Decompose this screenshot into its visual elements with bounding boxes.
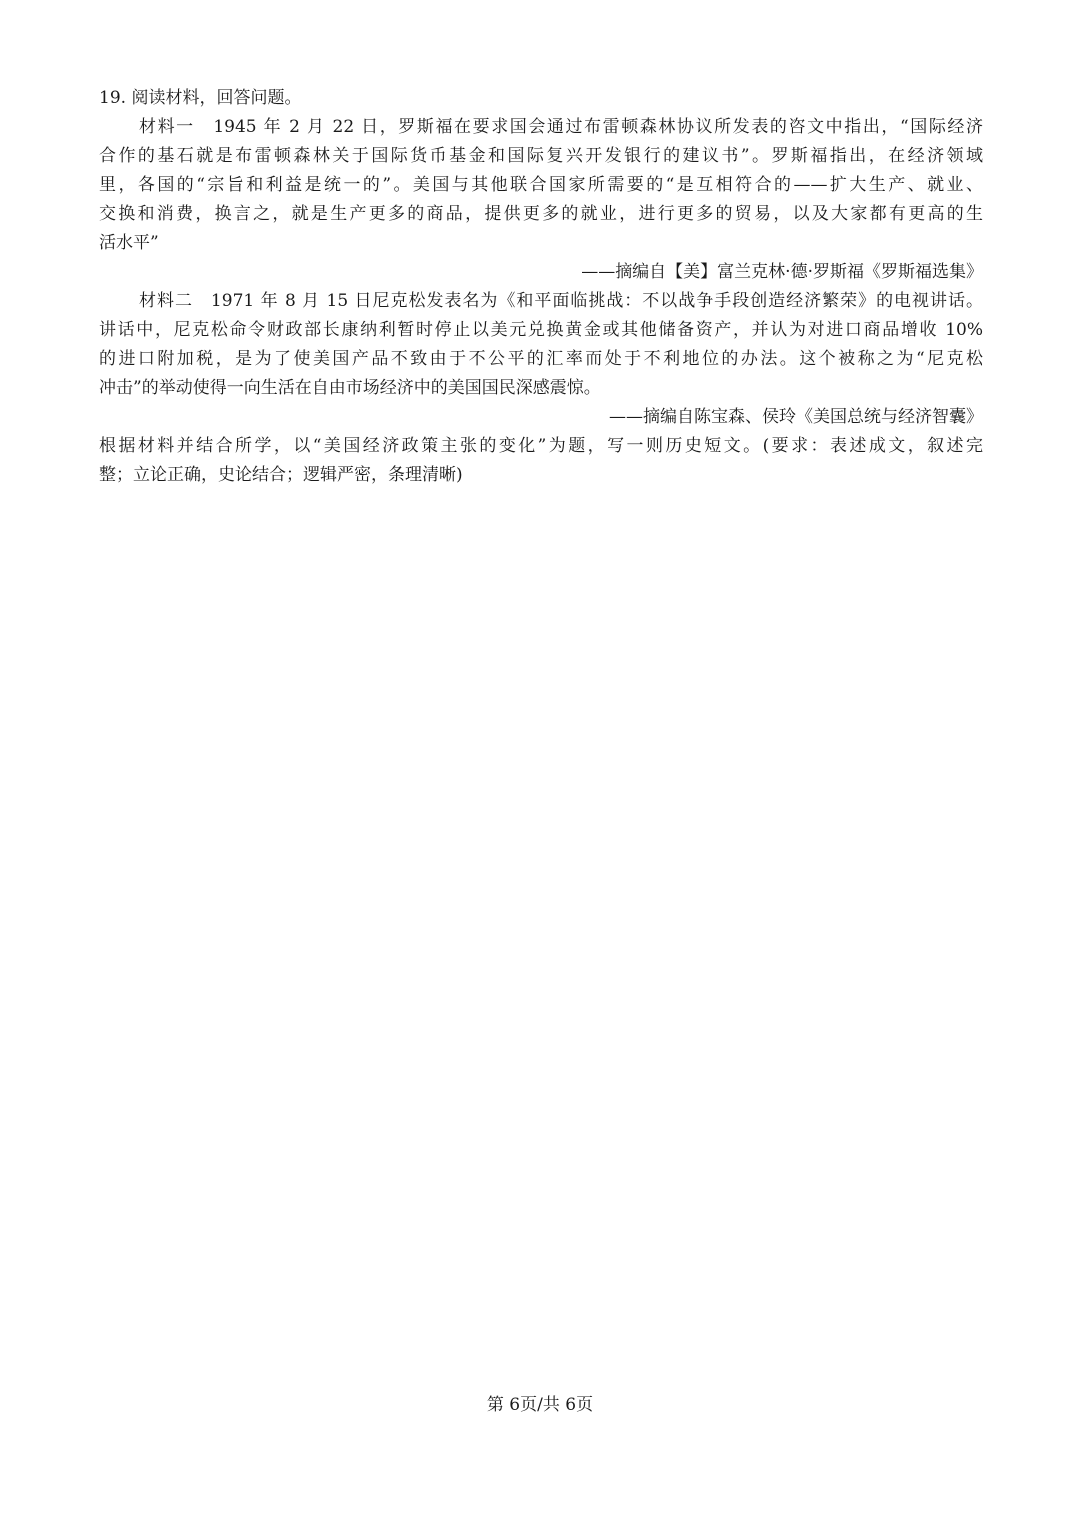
task-line: 根据材料并结合所学，以“美国经济政策主张的变化”为题，写一则历史短文。(要求：表述成文，叙述完 [99, 436, 983, 456]
material-two-line: 冲击”的举动使得一向生活在自由市场经济中的美国国民深感震惊。 [99, 378, 601, 398]
material-one [99, 113, 983, 287]
material-two-source: ——摘编自陈宝森、侯玲《美国总统与经济智囊》 [609, 407, 983, 427]
material-two [99, 287, 983, 432]
task-instructions [99, 432, 983, 490]
material-one-line: 合作的基石就是布雷顿森林关于国际货币基金和国际复兴开发银行的建议书”。罗斯福指出，在经济领域 [99, 146, 983, 166]
question-19 [99, 84, 983, 490]
material-one-source: ——摘编自【美】富兰克林·德·罗斯福《罗斯福选集》 [581, 262, 983, 282]
material-one-line: 材料一 1945 年 2 月 22 日，罗斯福在要求国会通过布雷顿森林协议所发表的咨文中指出，“国际经济 [139, 117, 983, 137]
material-one-line: 活水平” [99, 233, 159, 253]
page-number: 第 6页/共 6页 [486, 1395, 594, 1415]
material-two-line: 材料二 1971 年 8 月 15 日尼克松发表名为《和平面临挑战：不以战争手段创造经济繁荣》的电视讲话。 [139, 291, 983, 311]
question-title: 19. 阅读材料，回答问题。 [99, 88, 302, 108]
material-two-line: 讲话中，尼克松命令财政部长康纳利暂时停止以美元兑换黄金或其他储备资产，并认为对进口商品增收 10% [99, 320, 983, 340]
material-one-line: 里，各国的“宗旨和利益是统一的”。美国与其他联合国家所需要的“是互相符合的——扩大生产、就业、 [99, 175, 983, 195]
material-two-line: 的进口附加税，是为了使美国产品不致由于不公平的汇率而处于不利地位的办法。这个被称之为“尼克松 [99, 349, 983, 369]
material-one-line: 交换和消费，换言之，就是生产更多的商品，提供更多的就业，进行更多的贸易，以及大家都有更高的生 [99, 204, 983, 224]
task-line: 整；立论正确，史论结合；逻辑严密，条理清晰) [99, 465, 463, 485]
